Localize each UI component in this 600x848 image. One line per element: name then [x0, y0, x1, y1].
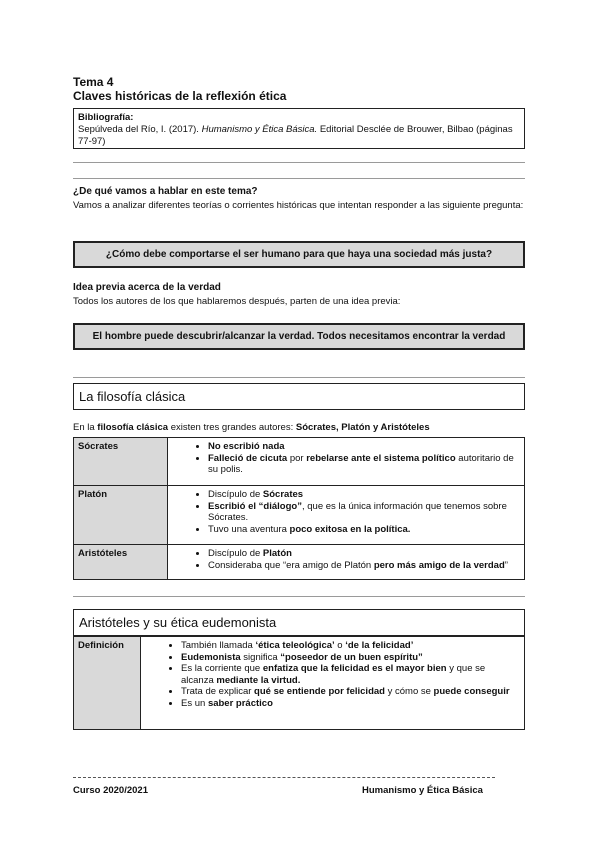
definition-table — [73, 636, 525, 730]
detail-text: Trata de explicar — [181, 686, 255, 697]
detail-bold: ‘ética teleológica’ — [255, 640, 335, 651]
detail-text: Tuvo una aventura — [208, 523, 290, 535]
clasica-intro-part: existen tres grandes autores: — [168, 422, 296, 433]
detail-text: ” — [504, 559, 508, 571]
detail-text: autoritario de su polis. — [208, 452, 514, 475]
detail-bold: “poseedor de un buen espíritu” — [280, 651, 423, 663]
definition-label: Definición — [74, 637, 141, 730]
footer-divider — [73, 777, 495, 778]
table-row — [74, 637, 525, 730]
list-item — [208, 560, 520, 572]
clasica-intro-term: filosofía clásica — [97, 422, 169, 433]
author-label-platon: Platón — [74, 486, 168, 545]
clasica-intro — [73, 422, 430, 434]
author-details — [168, 438, 525, 486]
list-item — [208, 548, 520, 560]
footer-subject: Humanismo y Ética Básica — [362, 785, 483, 796]
clasica-intro-part: En la — [73, 422, 98, 433]
detail-bold: Eudemonista — [181, 651, 241, 663]
idea-text: Todos los autores de los que hablaremos después, parten de una idea previa: — [73, 296, 401, 307]
detail-text: Consideraba que “era amigo de Platón — [208, 559, 374, 571]
intro-heading: ¿De qué vamos a hablar en este tema? — [73, 186, 258, 197]
detail-text: , que es la única información que tenemos sobre Sócrates. — [208, 500, 507, 523]
detail-bold: Sócrates — [262, 489, 304, 500]
list-item — [181, 663, 520, 686]
tema-number: Tema 4 — [73, 75, 114, 89]
divider — [73, 162, 525, 163]
detail-text: Es un — [181, 697, 208, 709]
idea-heading: Idea previa acerca de la verdad — [73, 282, 221, 293]
authors-table — [73, 437, 525, 580]
list-item — [181, 686, 520, 698]
detail-bold: rebelarse ante el sistema político — [306, 452, 456, 464]
divider — [73, 377, 525, 378]
definition-details — [141, 637, 525, 730]
bibliography-text — [78, 124, 520, 148]
table-row — [74, 438, 525, 486]
detail-bold: pero más amigo de la verdad — [373, 559, 505, 571]
bibliography-label: Bibliografía: — [78, 112, 134, 123]
detail-text: significa — [240, 651, 281, 663]
list-item — [181, 698, 520, 710]
table-row — [74, 545, 525, 580]
detail-text: Es la corriente que — [181, 663, 263, 674]
section-heading-eudemonista: Aristóteles y su ética eudemonista — [73, 609, 525, 636]
detail-bold: puede conseguir — [433, 686, 510, 697]
page-title: Claves históricas de la reflexión ética — [73, 89, 287, 103]
author-label-socrates: Sócrates — [74, 438, 168, 486]
footer-course: Curso 2020/2021 — [73, 785, 148, 796]
question-callout: ¿Cómo debe comportarse el ser humano para que haya una sociedad más justa? — [73, 241, 525, 268]
list-item — [208, 489, 520, 501]
detail-text: Discípulo de — [208, 548, 263, 559]
detail-text: por — [287, 452, 307, 464]
table-row — [74, 486, 525, 545]
clasica-intro-authors: Sócrates, Platón y Aristóteles — [295, 422, 430, 433]
detail-bold: saber práctico — [207, 697, 273, 709]
detail-bold: Platón — [262, 548, 292, 559]
detail-bold: Falleció de cicuta — [208, 452, 288, 464]
bibliography-box — [73, 108, 525, 149]
detail-text: También llamada — [181, 640, 256, 651]
detail-bold: No escribió nada — [208, 441, 285, 452]
detail-text: y cómo se — [384, 686, 434, 697]
list-item — [181, 652, 520, 664]
bibliography-author: Sepúlveda del Río, I. (2017). — [78, 124, 202, 135]
detail-bold: Escribió el “diálogo” — [208, 500, 302, 512]
bibliography-publisher: Editorial Desclée de Brouwer, Bilbao (páginas 77-97) — [78, 124, 513, 147]
detail-text: Discípulo de — [208, 489, 263, 500]
author-details — [168, 486, 525, 545]
detail-text: y que se alcanza — [181, 663, 486, 686]
detail-bold: poco exitosa en la política. — [289, 523, 411, 535]
detail-bold: mediante la virtud. — [216, 674, 301, 686]
detail-bold: qué se entiende por felicidad — [254, 686, 385, 697]
list-item — [181, 640, 520, 652]
detail-text: o — [334, 640, 346, 651]
divider — [73, 178, 525, 179]
bibliography-book-title: Humanismo y Ética Básica. — [201, 124, 318, 135]
intro-text: Vamos a analizar diferentes teorías o corrientes históricas que intentan responder a las siguiente pregunta: — [73, 200, 524, 211]
list-item — [208, 501, 520, 524]
detail-bold: ‘de la felicidad’ — [345, 640, 414, 651]
list-item — [208, 453, 520, 476]
detail-bold: enfatiza que la felicidad es el mayor bien — [262, 663, 447, 674]
truth-callout: El hombre puede descubrir/alcanzar la verdad. Todos necesitamos encontrar la verdad — [73, 323, 525, 350]
section-heading-clasica: La filosofía clásica — [73, 383, 525, 410]
list-item — [208, 524, 520, 536]
author-details — [168, 545, 525, 580]
author-label-aristoteles: Aristóteles — [74, 545, 168, 580]
list-item — [208, 441, 520, 453]
divider — [73, 596, 525, 597]
